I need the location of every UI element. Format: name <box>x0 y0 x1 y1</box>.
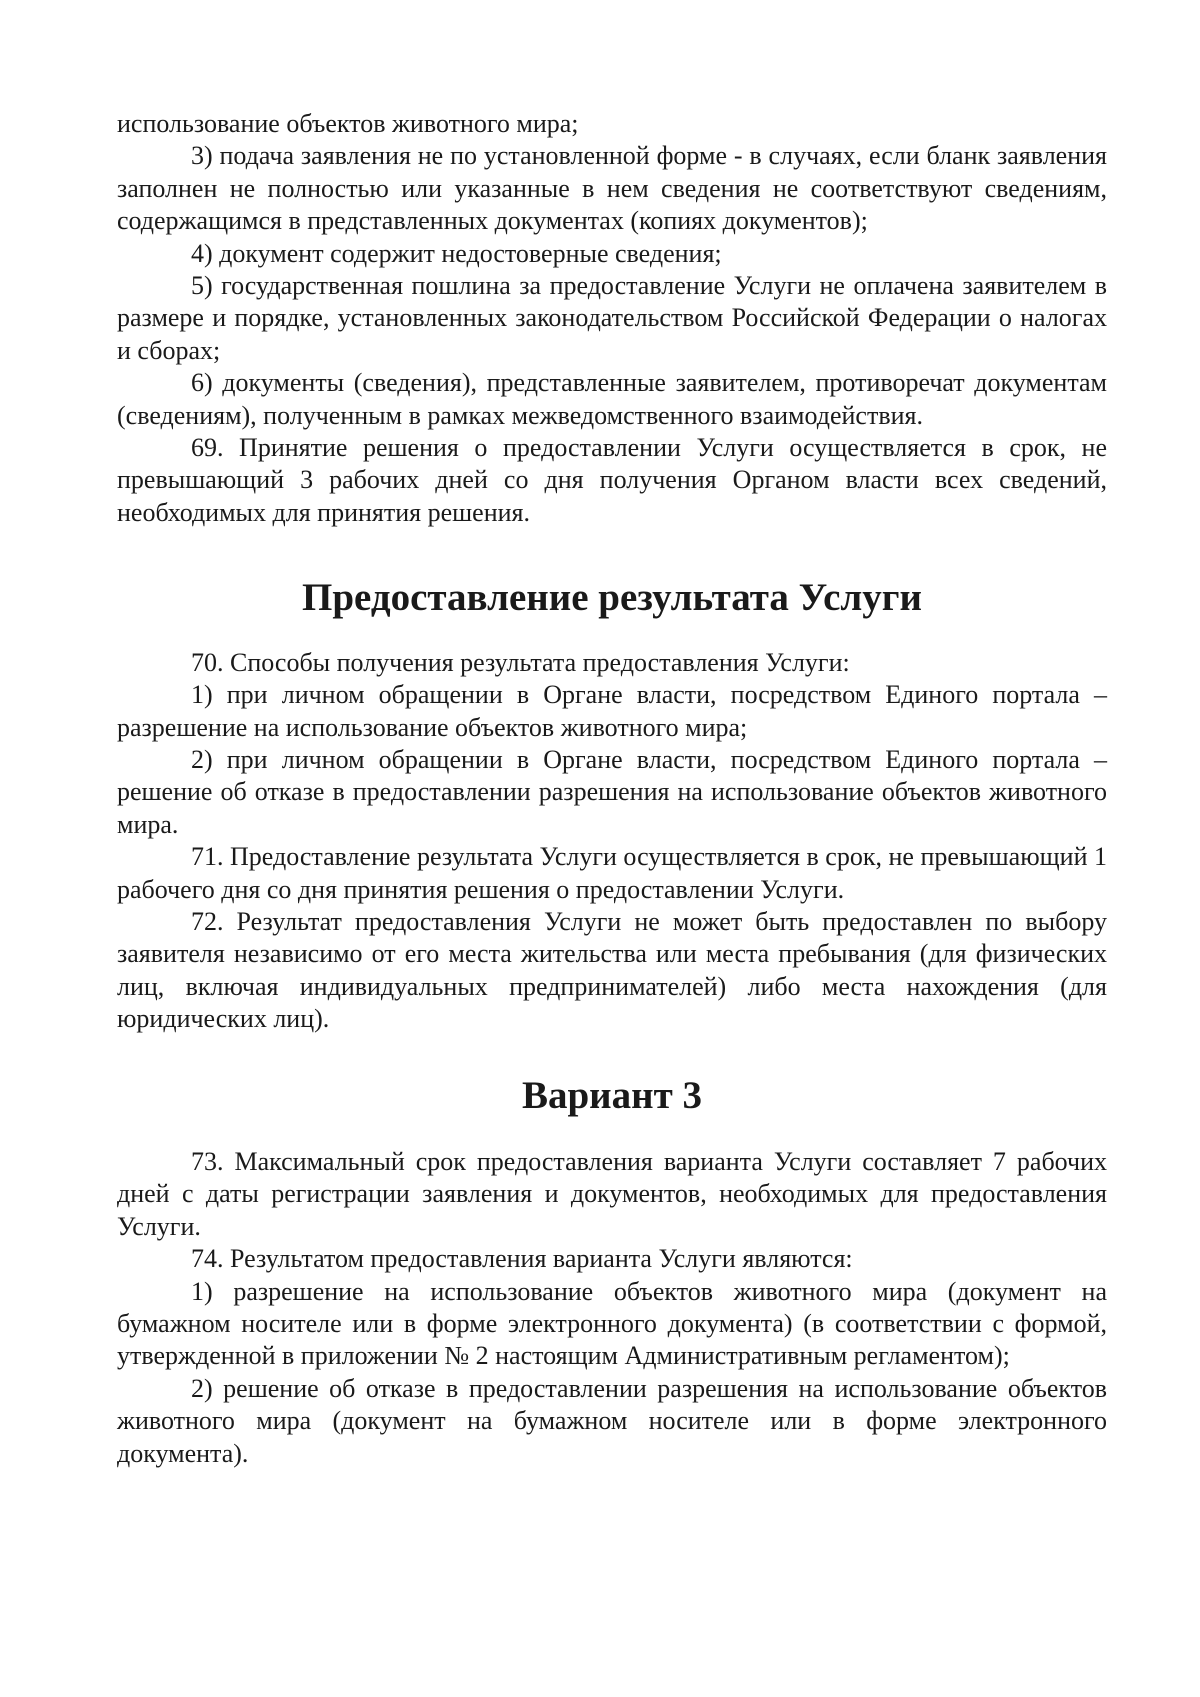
paragraph-item-6: 6) документы (сведения), представленные заявителем, противоречат документам (сведениям), полученным в рамках межведомственного взаимодействия. <box>117 368 1107 430</box>
section-heading-variant-3: Вариант 3 <box>521 1073 703 1117</box>
paragraph-74-item-1: 1) разрешение на использование объектов животного мира (документ на бумажном носителе или в форме электронного документа) (в соответствии с формой, утвержденной в приложении № 2 настоящим Административным регламентом); <box>117 1276 1107 1371</box>
paragraph-70: 70. Способы получения результата предоставления Услуги: <box>191 647 850 677</box>
paragraph-item-5: 5) государственная пошлина за предоставление Услуги не оплачена заявителем в размере и порядке, установленных законодательством Российской Федерации о налогах и сборах; <box>117 271 1107 365</box>
paragraph-continuation: использование объектов животного мира; <box>117 109 579 138</box>
section-result <box>117 647 1107 1036</box>
paragraph-70-item-1: 1) при личном обращении в Органе власти, посредством Единого портала – разрешение на использование объектов животного мира; <box>117 680 1107 742</box>
paragraph-71: 71. Предоставление результата Услуги осуществляется в срок, не превышающий 1 рабочего дня со дня принятия решения о предоставлении Услуги. <box>117 842 1107 904</box>
document-page <box>117 108 1107 1470</box>
section-heading-result: Предоставление результата Услуги <box>302 576 922 620</box>
paragraph-73: 73. Максимальный срок предоставления варианта Услуги составляет 7 рабочих дней с даты регистрации заявления и документов, необходимых для предоставления Услуги. <box>117 1146 1107 1241</box>
paragraph-item-3: 3) подача заявления не по установленной форме - в случаях, если бланк заявления заполнен не полностью или указанные в нем сведения не соответствуют сведениям, содержащимся в представленных документах (копиях документов); <box>117 141 1107 236</box>
paragraph-item-4: 4) документ содержит недостоверные сведения; <box>191 238 722 268</box>
paragraph-72: 72. Результат предоставления Услуги не может быть предоставлен по выбору заявителя независимо от его места жительства или места пребывания (для физических лиц, включая индивидуальных предпринимателей) либо места нахождения (для юридических лиц). <box>117 906 1107 1034</box>
paragraph-74: 74. Результатом предоставления варианта Услуги являются: <box>191 1244 853 1274</box>
paragraph-69: 69. Принятие решения о предоставлении Услуги осуществляется в срок, не превышающий 3 рабочих дней со дня получения Органом власти всех сведений, необходимых для принятия решения. <box>117 433 1107 527</box>
section-variant-3 <box>117 1146 1107 1470</box>
paragraph-74-item-2: 2) решение об отказе в предоставлении разрешения на использование объектов животного мира (документ на бумажном носителе или в форме электронного документа). <box>117 1373 1107 1468</box>
paragraph-70-item-2: 2) при личном обращении в Органе власти, посредством Единого портала – решение об отказе в предоставлении разрешения на использование объектов животного мира. <box>117 744 1107 839</box>
